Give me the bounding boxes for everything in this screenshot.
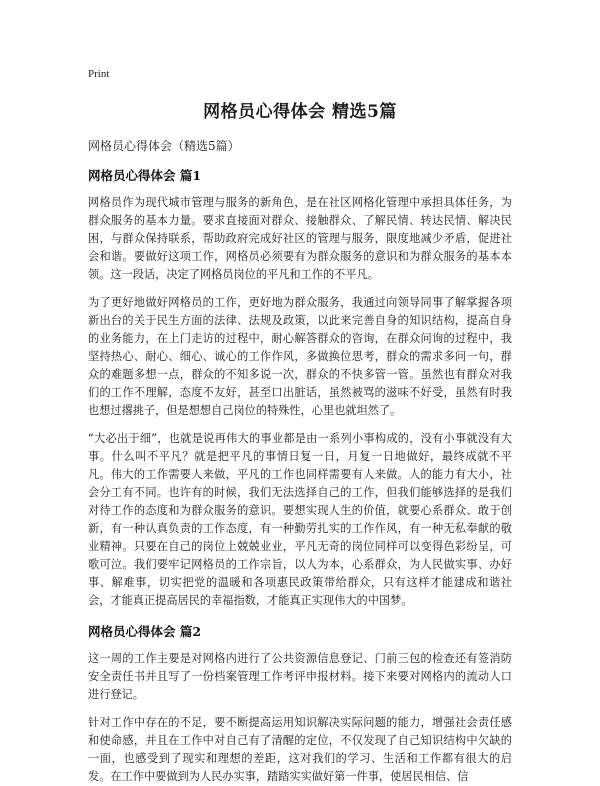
section-heading: 网格员心得体会 篇1 — [88, 168, 202, 183]
section-1 — [88, 166, 512, 610]
paragraph: 这一周的工作主要是对网格内进行了公共资源信息登记、门前三包的检查还有签消防安全责任书并且写了一份档案管理工作考评申报材料。接下来要对网格内的流动人口进行登记。 — [88, 652, 512, 701]
document-subtitle: 网格员心得体会（精选5篇） — [88, 139, 240, 153]
section-heading: 网格员心得体会 篇2 — [88, 624, 202, 639]
section-2 — [88, 622, 512, 786]
print-link[interactable]: Print — [88, 68, 110, 80]
paragraph: 为了更好地做好网格员的工作，更好地为群众服务，我通过向领导同事了解掌握各项新出台的关于民生方面的法律、法规及政策，以此来完善自身的知识结构，提高自身的业务能力，在上门走访的过程中，耐心解答群众的咨询，在群众问询的过程中，我坚持热心、耐心、细心、诚心的工作作风，多做换位思考，群众的需求多问一句，群众的难题多想一点，群众的不知多说一次，群众的不快多管一管。虽然也有群众对我们的工作不理解，态度不友好，甚至口出脏话，虽然被骂的滋味不好受，虽然有时我也想过撂挑子，但是想想自己岗位的特殊性，心里也就坦然了。 — [88, 296, 512, 417]
paragraph: 网格员作为现代城市管理与服务的新角色，是在社区网格化管理中承担具体任务，为群众服务的基本力量。要求直接面对群众、接触群众、了解民情、转达民情、解决民困，与群众保持联系，帮助政府完成好社区的管理与服务，限度地减少矛盾，促进社会和谐。要做好这项工作，网格员必须要有为群众服务的意识和为群众服务的基本本领。这一段话，决定了网格员岗位的平凡和工作的不平凡。 — [88, 196, 512, 281]
paragraph: “大必出于细”，也就是说再伟大的事业都是由一系列小事构成的，没有小事就没有大事。什么叫不平凡？就是把平凡的事情日复一日，月复一日地做好，最终成就不平凡。伟大的工作需要人来做，平凡的工作也同样需要有人来做。人的能力有大小，社会分工有不同。也许有的时候，我们无法选择自己的工作，但我们能够选择的是我们对待工作的态度和为群众服务的意识。要想实现人生的价值，就要心系群众、敢于创新，有一种认真负责的工作态度，有一种勤劳扎实的工作作风，有一种无私奉献的敬业精神。只要在自己的岗位上兢兢业业，平凡无奇的岗位同样可以变得色彩纷呈，可歌可泣。我们要牢记网格员的工作宗旨，以人为本，心系群众，为人民做实事、办好事、解难事，切实把党的温暖和各项惠民政策带给群众，只有这样才能建成和谐社会，才能真正提高居民的幸福指数，才能真正实现伟大的中国梦。 — [88, 432, 512, 607]
document-title: 网格员心得体会 精选5篇 — [203, 102, 397, 122]
paragraph: 针对工作中存在的不足，要不断提高运用知识解决实际问题的能力，增强社会责任感和使命感，并且在工作中对自己有了清醒的定位，不仅发现了自己知识结构中欠缺的一面，也感受到了现实和理想的差距，这对我们的学习、生活和工作都有很大的启发。在工作中要做到为人民办实事，踏踏实实做好第一件事，使居民相信、信 — [88, 716, 512, 783]
